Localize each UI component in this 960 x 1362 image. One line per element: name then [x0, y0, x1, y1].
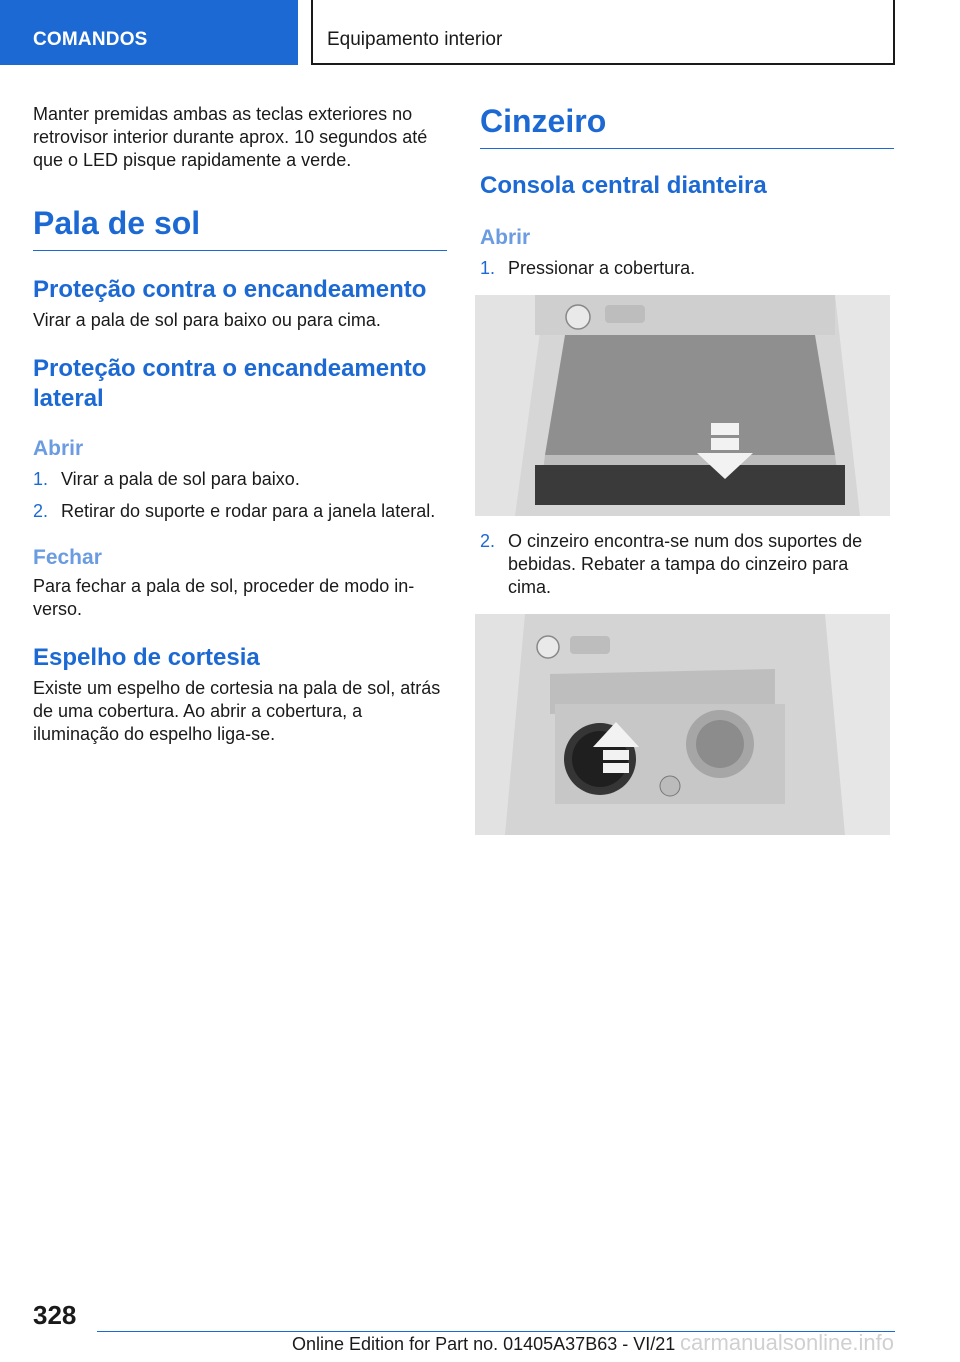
left-column [33, 103, 447, 746]
list-item [33, 468, 447, 491]
heading-vanity-mirror: Espelho de cortesia [33, 644, 260, 671]
ashtray-cupholder-image [475, 614, 890, 835]
step-number: 2. [33, 501, 49, 521]
watermark: carmanualsonline.info [680, 1330, 895, 1355]
step-text: O cinzeiro encontra-se num dos suportes de bebidas. Rebater a tampa do cinzeiro para cima. [508, 531, 863, 597]
step-number: 2. [480, 531, 496, 551]
step-text: Virar a pala de sol para baixo. [61, 469, 300, 489]
mirror-text: Existe um espelho de cortesia na pala de sol, atrás de uma cobertura. Ao abrir a cobertura, a iluminação do espelho liga-se. [33, 678, 441, 744]
right-column [480, 103, 894, 835]
glare-text: Virar a pala de sol para baixo ou para cima. [33, 310, 381, 330]
heading-ashtray: Cinzeiro [480, 103, 894, 149]
heading-lateral-glare: Proteção contra o encandeamento lateral [33, 355, 427, 412]
heading-close: Fechar [33, 546, 102, 569]
section-tab: COMANDOS [0, 0, 298, 65]
intro-paragraph: Manter premidas ambas as teclas exteriores no retrovisor interior durante aprox. 10 segundos até que o LED pisque rapidamente a verde. [33, 104, 428, 170]
step-text: Pressionar a cobertura. [508, 258, 696, 278]
step-list [33, 468, 447, 523]
heading-open: Abrir [33, 437, 84, 460]
heading-glare-protection: Proteção contra o encandeamento [33, 276, 427, 303]
list-item [33, 500, 447, 523]
page-number: 328 [33, 1300, 77, 1330]
list-item [480, 530, 894, 599]
heading-front-console: Consola central dianteira [480, 172, 767, 199]
step-number: 1. [33, 469, 49, 489]
heading-sun-visor: Pala de sol [33, 205, 447, 251]
edition-text: Online Edition for Part no. 01405A37B63 - VI/21 [292, 1334, 676, 1354]
step-text: Retirar do suporte e rodar para a janela lateral. [61, 501, 436, 521]
close-text: Para fechar a pala de sol, proceder de modo inverso. [33, 576, 415, 619]
console-cover-image [475, 295, 890, 516]
chapter-title: Equipamento interior [311, 0, 895, 65]
step-number: 1. [480, 258, 496, 278]
list-item [480, 257, 894, 280]
heading-open-ashtray: Abrir [480, 226, 531, 249]
